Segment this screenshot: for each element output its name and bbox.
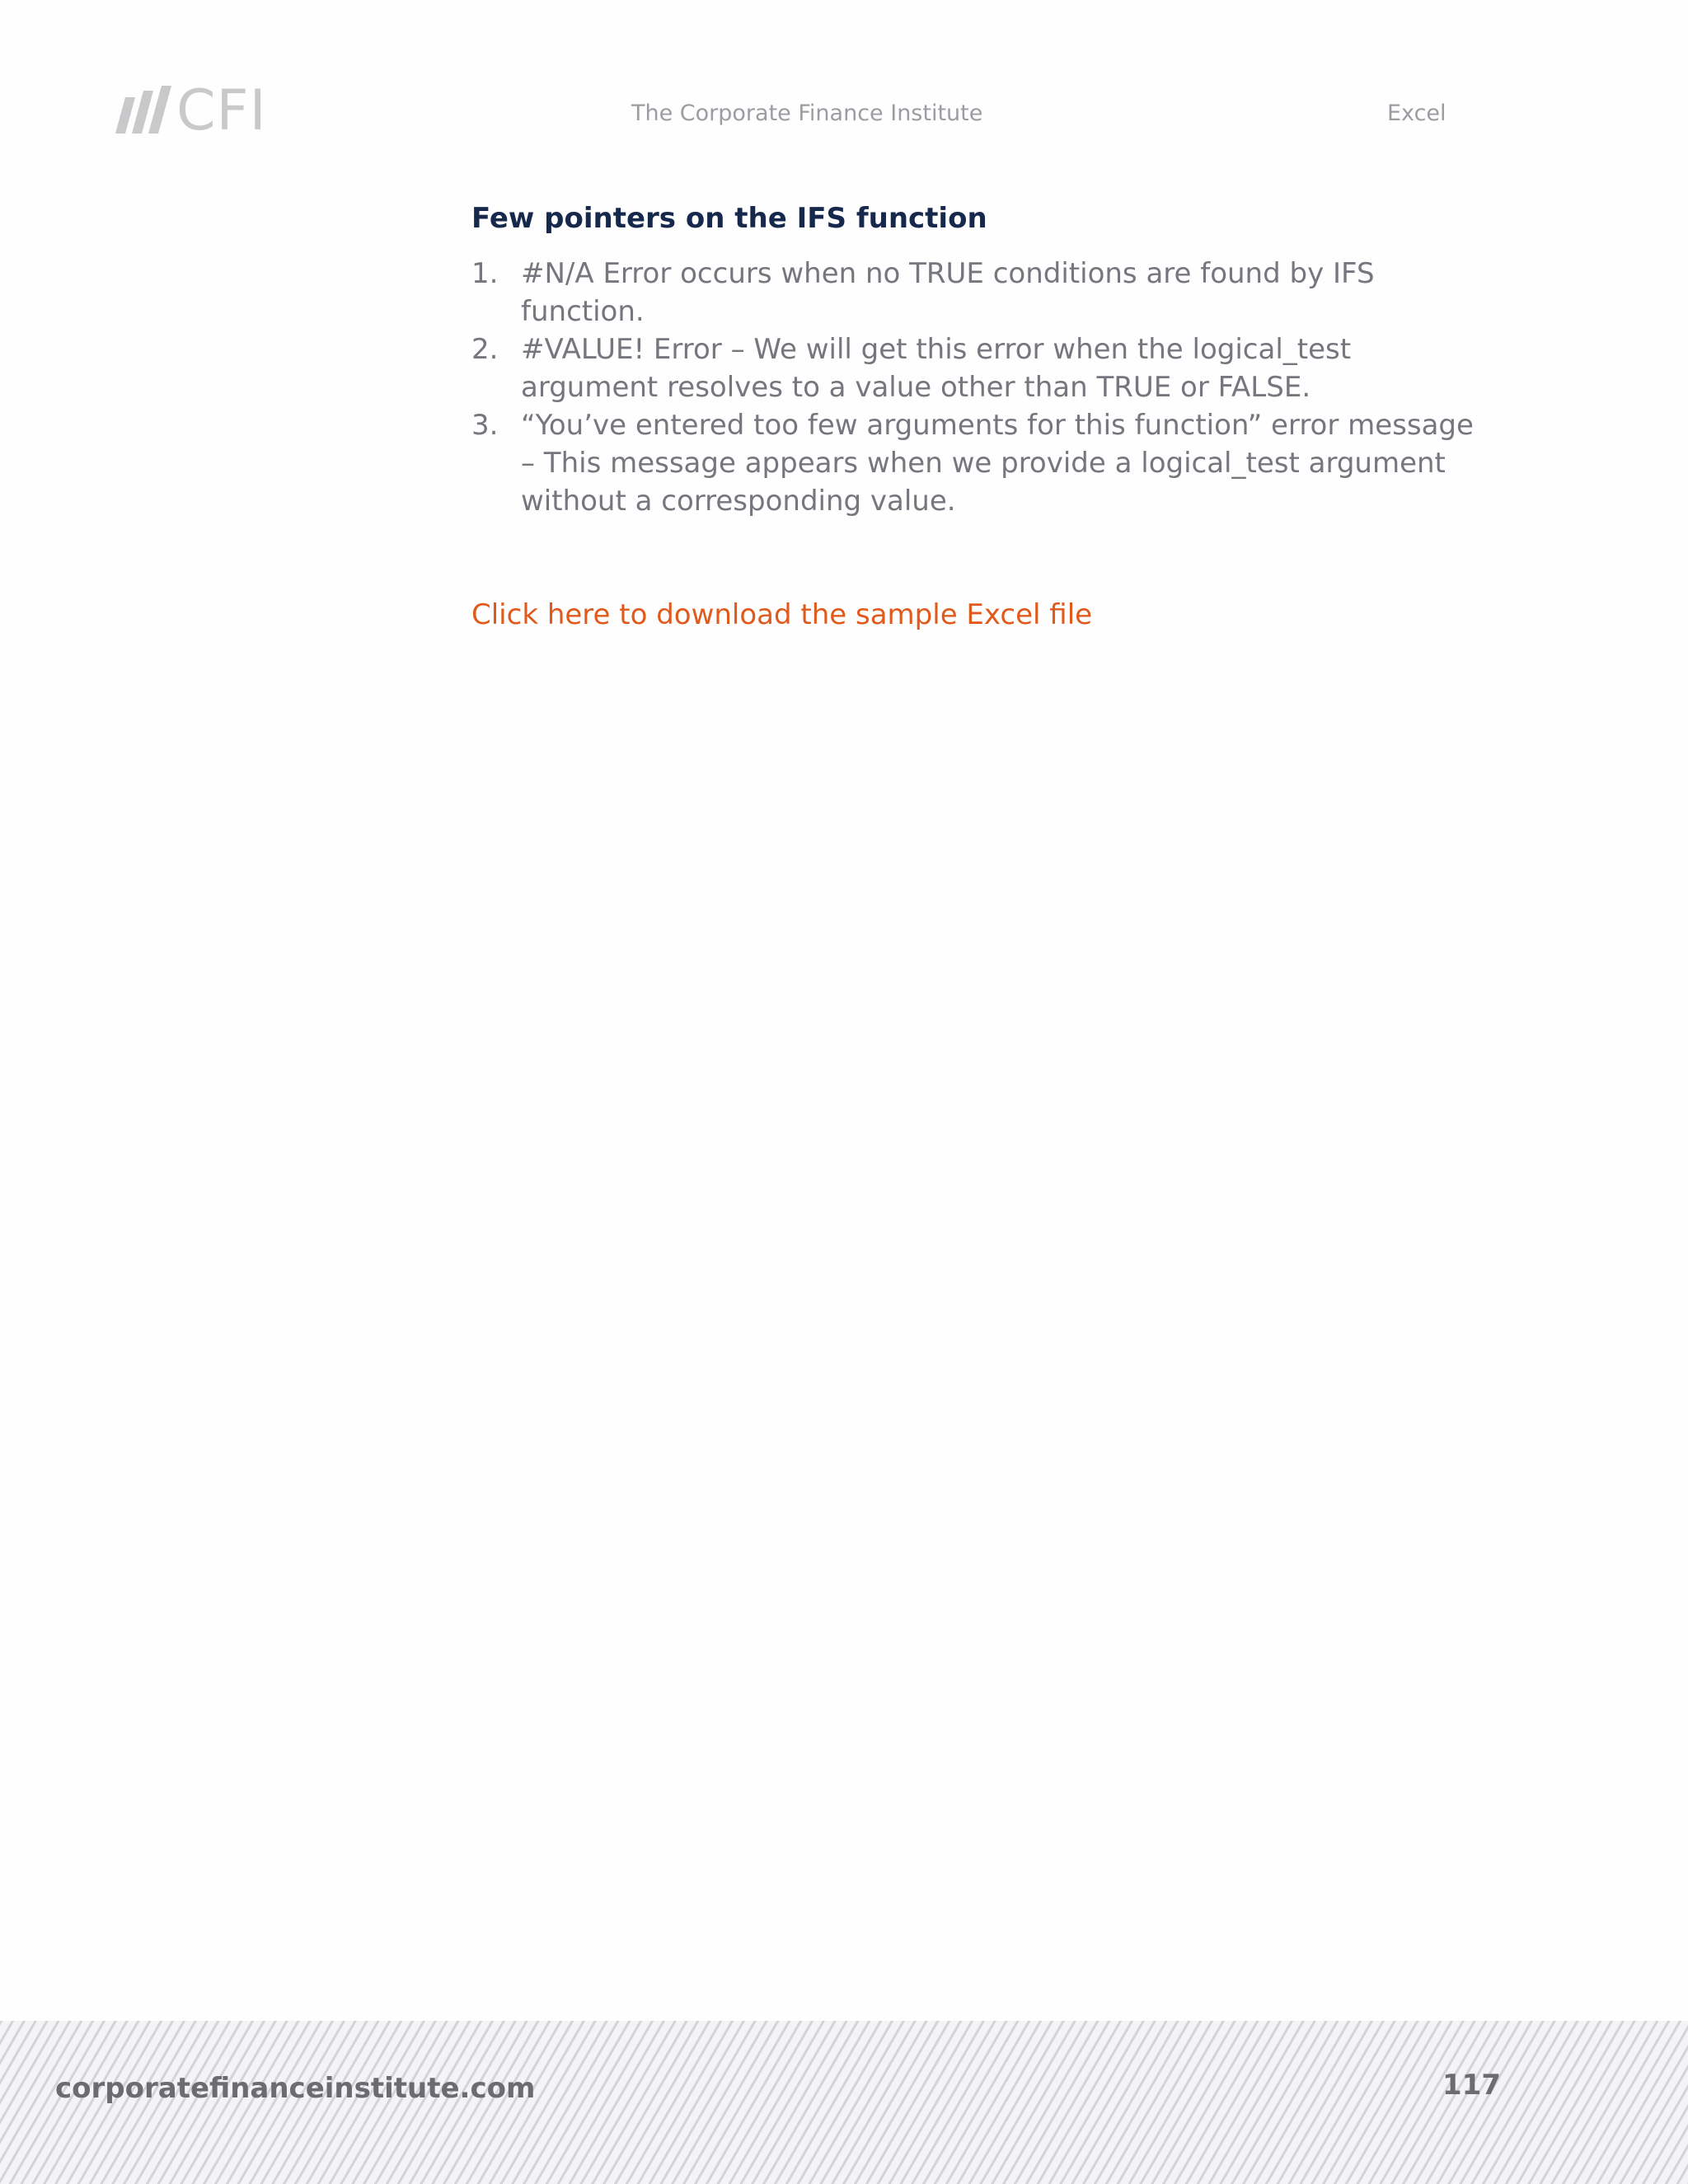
list-item-text: #N/A Error occurs when no TRUE conditions are found by IFS function. [521,257,1375,328]
logo-text: CFI [176,78,267,143]
page-number: 117 [1442,2069,1501,2102]
main-content [471,200,1493,634]
pointer-list [471,255,1493,520]
page-footer [0,2021,1688,2184]
download-sample-link[interactable]: Click here to download the sample Excel file [471,598,1093,631]
list-item-number: 2. [471,333,499,366]
list-item [471,255,1493,330]
list-item-number: 3. [471,409,499,442]
list-item [471,330,1493,406]
header-section: Excel [1387,101,1447,126]
section-title: Few pointers on the IFS function [471,202,987,235]
cfi-slashes-logo-icon [114,86,173,137]
list-item-number: 1. [471,257,499,290]
footer-url: corporatefinanceinstitute.com [55,2072,536,2105]
list-item-text: #VALUE! Error – We will get this error when the logical_test argument resolves to a value other than TRUE or FALSE. [521,333,1352,404]
list-item-text: “You’ve entered too few arguments for this function” error message – This message appears when we provide a logical_test argument without a corresponding value. [521,409,1474,518]
cfi-logo [114,78,267,143]
header-organization: The Corporate Finance Institute [631,101,983,126]
list-item [471,406,1493,520]
page-header [0,0,1688,165]
